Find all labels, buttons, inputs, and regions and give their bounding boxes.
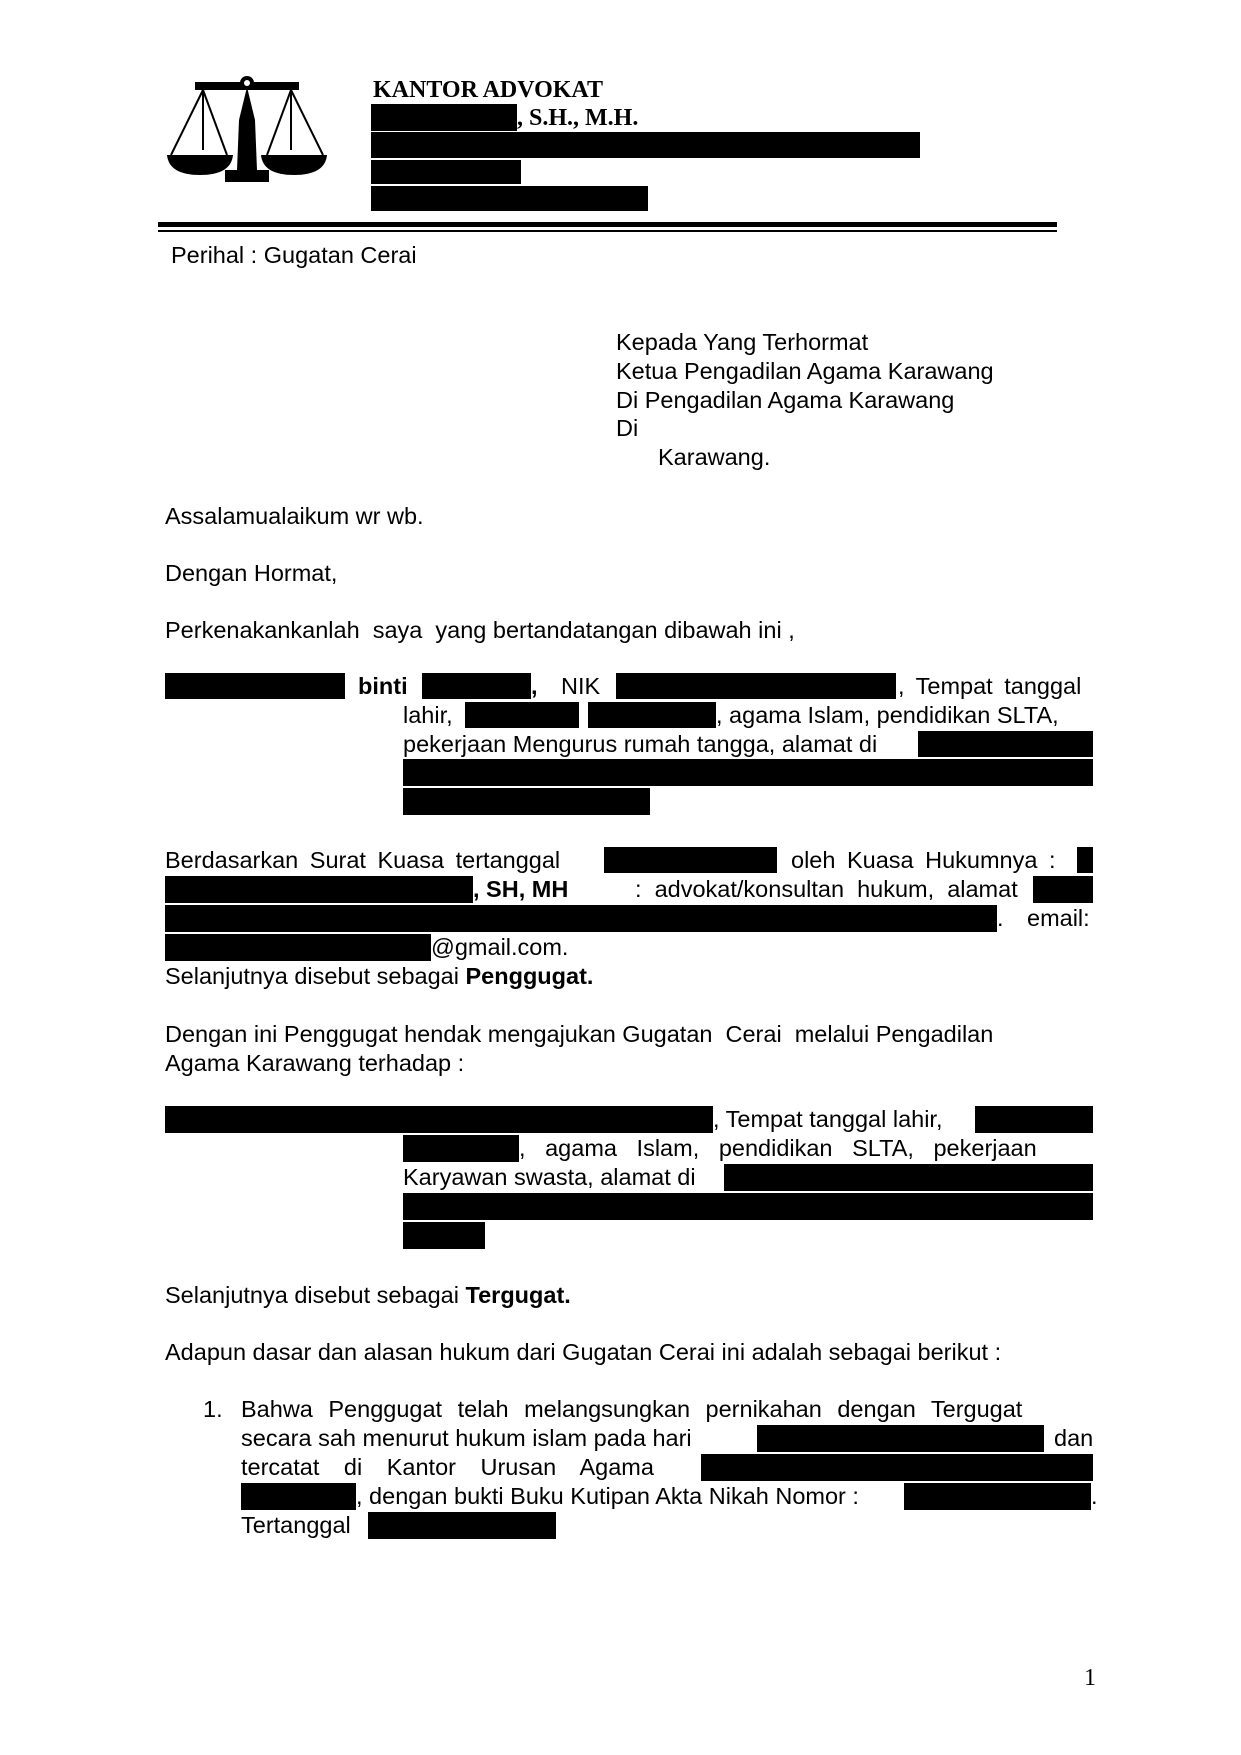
redaction-nik [616, 673, 896, 699]
recipient-line: Kepada Yang Terhormat [616, 329, 869, 355]
redaction-lawyer-name [1077, 847, 1093, 873]
tergugat-line [165, 1281, 571, 1310]
binti-label: binti [358, 673, 408, 699]
redaction-defendant-address [724, 1164, 1093, 1191]
advokat-text: : advokat/konsultan hukum, alamat [635, 876, 1018, 902]
claim-intro-line: Dengan ini Penggugat hendak mengajukan Gugatan Cerai melalui Pengadilan [165, 1021, 994, 1047]
redaction-address-line [371, 160, 521, 184]
tergugat-label: Tergugat. [465, 1282, 571, 1308]
redaction-marriage-day [757, 1425, 1044, 1452]
defendant-agama-pendidikan: , agama Islam, pendidikan SLTA, pekerjaan [519, 1135, 1037, 1161]
redaction-akta-date [368, 1512, 556, 1539]
ground-line-end: . [1091, 1483, 1098, 1509]
defendant-tempat-tanggal: , Tempat tanggal lahir, [713, 1106, 943, 1132]
defendant-pekerjaan: Karyawan swasta, alamat di [403, 1164, 696, 1190]
recipient-line: Di Pengadilan Agama Karawang [616, 387, 955, 413]
redaction-lawyer-name [371, 104, 517, 131]
redaction-lawyer-address [165, 905, 997, 932]
ground-line: dan [1054, 1425, 1094, 1451]
redaction-email-user [165, 934, 431, 961]
redaction-father-name [422, 673, 531, 699]
redaction-akta-number [904, 1483, 1091, 1510]
redaction-kua-name [241, 1483, 356, 1510]
subject-line: Perihal : Gugatan Cerai [171, 242, 417, 268]
redaction-kua-name [701, 1454, 1093, 1481]
berdasarkan-text: Berdasarkan Surat Kuasa tertanggal [165, 847, 561, 873]
lawyer-suffix: , S.H., M.H. [517, 105, 639, 131]
redaction-defendant-address [403, 1193, 1093, 1220]
email-domain: @gmail.com. [431, 934, 569, 960]
redaction-lawyer-address [1033, 876, 1093, 903]
salutation: Dengan Hormat, [165, 560, 338, 586]
penggugat-line [165, 962, 593, 991]
redaction-plaintiff-name [165, 673, 345, 699]
email-label: email: [1027, 905, 1090, 931]
intro-text: Perkenakankanlah saya yang bertandatangan dibawah ini , [165, 617, 795, 643]
address-end-dot: . [997, 905, 1004, 931]
redaction-defendant-name [165, 1106, 713, 1133]
redaction-birthplace [465, 702, 579, 728]
ground-line: tercatat di Kantor Urusan Agama [241, 1454, 654, 1480]
ground-line: secara sah menurut hukum islam pada hari [241, 1425, 692, 1451]
recipient-line: Di [616, 415, 639, 441]
ground-line: , dengan bukti Buku Kutipan Akta Nikah Nomor : [356, 1483, 859, 1509]
redaction-address [403, 759, 1093, 786]
page-number: 1 [1084, 1665, 1096, 1691]
header-divider [158, 222, 1057, 227]
penggugat-prefix: Selanjutnya disebut sebagai [165, 963, 466, 989]
redaction-defendant-address [403, 1222, 485, 1249]
nik-label: NIK [561, 673, 601, 699]
agama-pendidikan-text: , agama Islam, pendidikan SLTA, [716, 702, 1059, 728]
comma: , [531, 673, 538, 699]
header-divider [158, 230, 1057, 232]
redaction-defendant-birthdate [403, 1135, 519, 1162]
sh-mh-label: , SH, MH [473, 876, 569, 902]
ground-line: Tertanggal [241, 1512, 351, 1538]
ground-number: 1. [203, 1396, 223, 1422]
tempat-tanggal-label: , Tempat tanggal [898, 673, 1082, 699]
tergugat-prefix: Selanjutnya disebut sebagai [165, 1282, 466, 1308]
recipient-line: Karawang. [658, 444, 771, 470]
scales-of-justice-logo [165, 75, 330, 190]
penggugat-label: Penggugat. [465, 963, 594, 989]
redaction-birthdate [588, 702, 716, 728]
office-title: KANTOR ADVOKAT [373, 77, 603, 103]
redaction-lawyer-name [165, 876, 473, 903]
redaction-poa-date [604, 847, 777, 873]
recipient-line: Ketua Pengadilan Agama Karawang [616, 358, 994, 384]
claim-intro-line: Agama Karawang terhadap : [165, 1050, 465, 1076]
redaction-address [403, 788, 650, 815]
greeting: Assalamualaikum wr wb. [165, 503, 424, 529]
redaction-address-line [371, 186, 648, 211]
redaction-address [918, 731, 1093, 757]
grounds-intro: Adapun dasar dan alasan hukum dari Gugatan Cerai ini adalah sebagai berikut : [165, 1339, 1002, 1365]
redaction-defendant-birthplace [975, 1106, 1093, 1133]
oleh-kuasa-text: oleh Kuasa Hukumnya : [791, 847, 1056, 873]
redaction-address-line [371, 132, 920, 158]
pekerjaan-text: pekerjaan Mengurus rumah tangga, alamat di [403, 731, 878, 757]
lahir-label: lahir, [403, 702, 453, 728]
ground-line: Bahwa Penggugat telah melangsungkan pernikahan dengan Tergugat [241, 1396, 1023, 1422]
